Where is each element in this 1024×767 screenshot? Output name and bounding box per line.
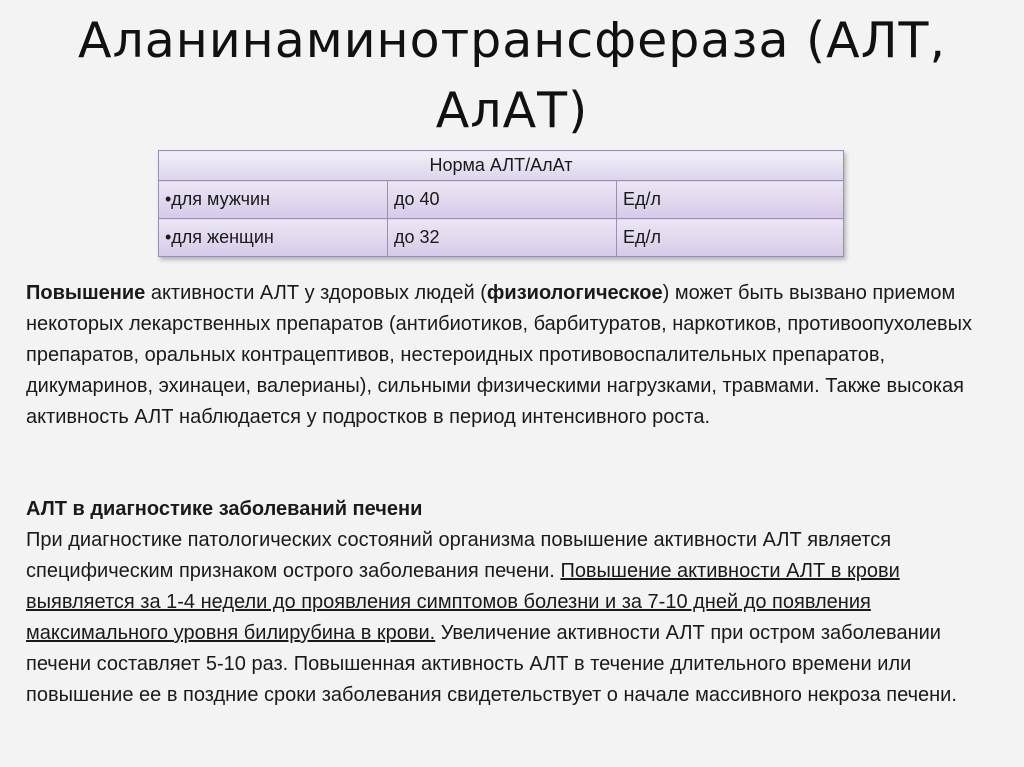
section-heading: АЛТ в диагностике заболеваний печени xyxy=(26,498,423,520)
norm-group-cell: •для женщин xyxy=(159,219,388,257)
paragraph-text: Увеличение активности АЛТ при остром заболевании печени составляет 5-10 раз. Повышенная активность АЛТ в течение длительного времени или повышение ее в поздние сроки заболевания свидетельствует о начале массивного некроза печени. xyxy=(26,622,957,706)
table-row xyxy=(159,181,844,219)
norm-table xyxy=(158,150,844,257)
norm-table-caption: Норма АЛТ/АлАт xyxy=(159,151,844,181)
norm-unit-cell: Ед/л xyxy=(617,181,844,219)
norm-value-cell: до 40 xyxy=(388,181,617,219)
page-title: Аланинаминотрансфераза (АЛТ, АлАТ) xyxy=(77,12,947,139)
liver-diagnostics-paragraph xyxy=(26,494,1006,711)
table-row xyxy=(159,219,844,257)
physiological-increase-paragraph xyxy=(26,278,1006,433)
underlined-text: Повышение активности АЛТ в крови выявляется за 1-4 недели до проявления симптомов болезни и за 7-10 дней до появления максимального уровня билирубина в крови. xyxy=(26,560,900,644)
paragraph-text: активности АЛТ у здоровых людей ( xyxy=(145,282,487,304)
paragraph-text: При диагностике патологических состояний организма повышение активности АЛТ является специфическим признаком острого заболевания печени. xyxy=(26,529,892,582)
norm-value-cell: до 32 xyxy=(388,219,617,257)
bold-term: физиологическое xyxy=(486,282,663,304)
bold-term: Повышение xyxy=(26,282,146,304)
norm-group-cell: •для мужчин xyxy=(159,181,388,219)
norm-unit-cell: Ед/л xyxy=(617,219,844,257)
paragraph-text: ) может быть вызвано приемом некоторых лекарственных препаратов (антибиотиков, барбитуратов, наркотиков, противоопухолевых препаратов, оральных контрацептивов, нестероидных противовоспалительных препаратов, дикумаринов, эхинацеи, валерианы), сильными физическими нагрузками, травмами. Также высокая активность АЛТ наблюдается у подростков в период интенсивного роста. xyxy=(26,282,973,428)
